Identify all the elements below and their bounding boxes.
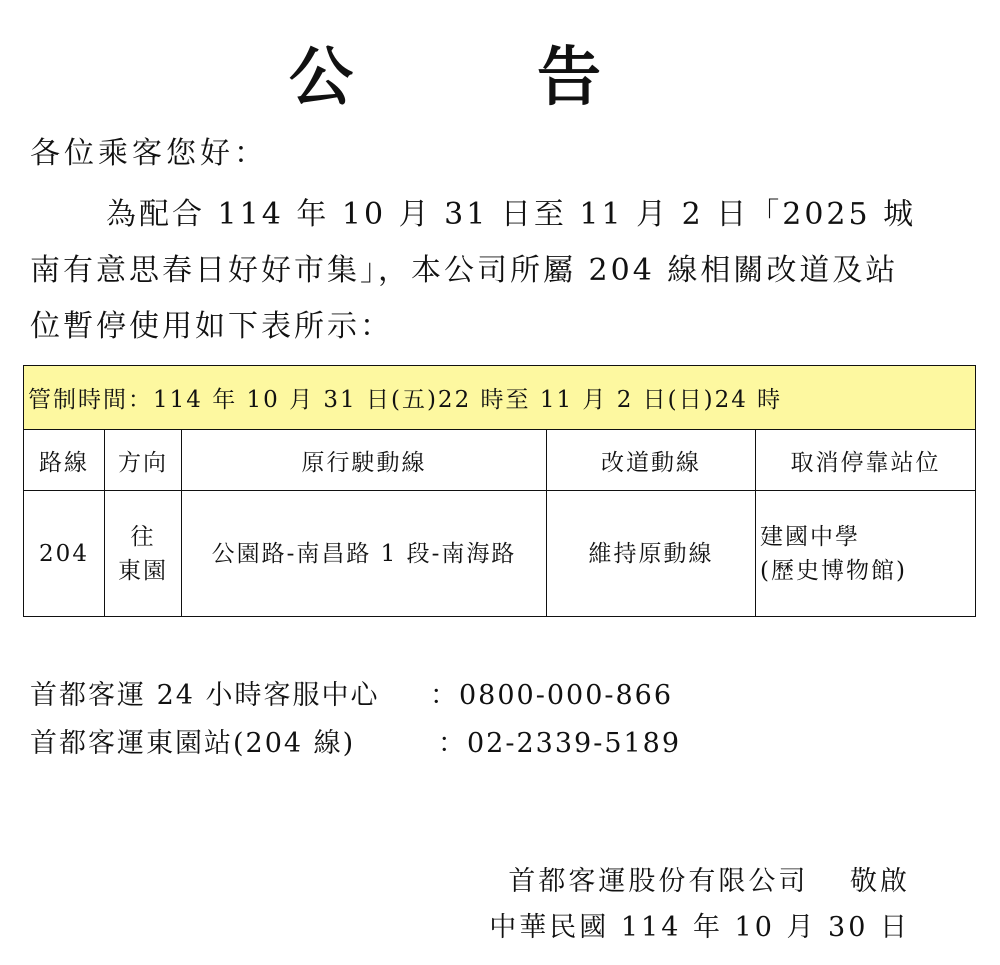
header-route: 路線 [24,430,105,491]
contact-label-2: 首都客運東園站(204 線) [30,728,356,759]
signature-company: 首都客運股份有限公司 敬啟 [508,866,910,897]
direction-line-2: 東園 [118,557,168,584]
greeting: 各位乘客您好： [30,136,268,171]
header-direction: 方向 [105,430,182,491]
cancel-stop-line-2: (歷史博物館) [760,557,907,584]
cancel-stop-line-1: 建國中學 [760,523,860,550]
table-row [24,491,976,617]
control-time: 管制時間：114 年 10 月 31 日(五)22 時至 11 月 2 日(日)24 時 [24,366,976,430]
route-cell: 204 [24,491,105,617]
contact-line-2 [30,726,681,762]
original-route-cell: 公園路-南昌路 1 段-南海路 [182,491,547,617]
cancel-stop-cell [756,491,976,617]
contact-phone-1: ：0800-000-866 [430,680,674,711]
detour-table [23,365,976,617]
contact-line-1 [30,678,673,714]
control-time-row [24,366,976,430]
signature-date: 中華民國 114 年 10 月 30 日 [489,912,910,943]
table-header-row [24,430,976,491]
header-detour: 改道動線 [547,430,756,491]
contact-phone-2: ：02-2339-5189 [438,728,682,759]
header-original: 原行駛動線 [182,430,547,491]
direction-line-1: 往 [130,523,156,550]
detour-cell: 維持原動線 [547,491,756,617]
contact-label-1: 首都客運 24 小時客服中心 [30,680,380,711]
header-cancel: 取消停靠站位 [756,430,976,491]
notice-body: 為配合 114 年 10 月 31 日至 11 月 2 日「2025 城南有意思春日好好市集」，本公司所屬 204 線相關改道及站位暫停使用如下表所示： [30,197,917,344]
notice-title: 公 告 [289,40,661,115]
direction-cell [105,491,182,617]
